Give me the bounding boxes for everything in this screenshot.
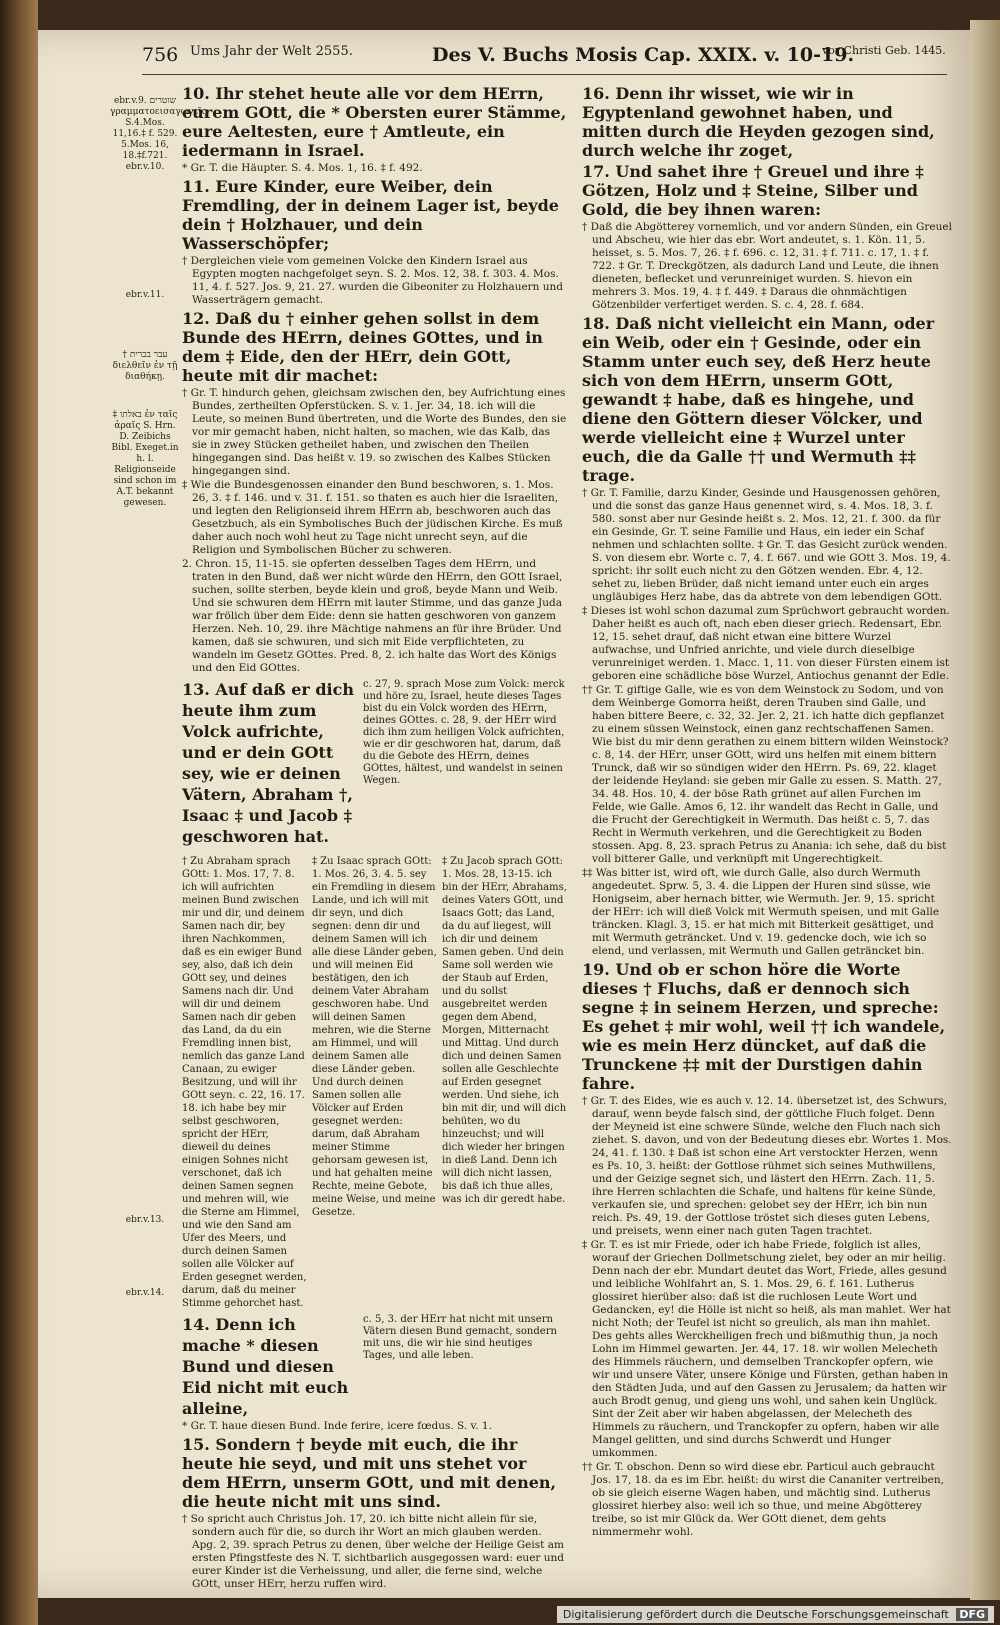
- dfg-logo: DFG: [956, 1608, 988, 1621]
- note: 2. Chron. 15, 11-15. sie opferten desselben Tages dem HErrn, und traten in den Bund, daß wer nicht würde den HErrn, den GOtt Israel, suchen, sollte sterben, beyde klein und groß, beyde Mann und Weib. Und sie schwuren dem HErrn mit lauter Stimme, und das ganze Juda war frölich über dem Eide: denn sie hatten geschworen von ganzem Herzen. Neh. 10, 29. ihre Mächtige nahmens an für ihre Brüder. Und kamen, daß sie schwuren, und sich mit Eide verpflichteten, zu wandeln im Gesetz GOttes. Pred. 8, 2. ich halte das Wort des Königs und den Eid GOttes.: [182, 558, 563, 674]
- verse-11: 11. Eure Kinder, eure Weiber, dein Fremdling, der in deinem Lager ist, beyde dein † Holzhauer, und dein Wasserschöpfer;: [182, 177, 559, 253]
- verse-16: 16. Denn ihr wisset, wie wir in Egyptenland gewohnet haben, und mitten durch die Heyden gezogen sind, durch welche ihr zoget,: [582, 84, 935, 160]
- verse-13: 13. Auf daß er dich heute ihm zum Volck aufrichte, und er dein GOtt sey, wie er deinen Vätern, Abraham †, Isaac ‡ und Jacob ‡ geschworen hat.: [182, 680, 355, 846]
- christ-year: vor Christi Geb. 1445.: [822, 44, 946, 57]
- digitization-credit: [557, 1606, 994, 1623]
- verse-10: 10. Ihr stehet heute alle vor dem HErrn, eurem GOtt, die * Obersten eurer Stämme, eure Aeltesten, eure † Amtleute, ein iedermann in Israel.: [182, 84, 567, 160]
- cross-reference: c. 5, 3. der HErr hat nicht mit unsern Vätern diesen Bund gemacht, sondern mit uns, die wir hie sind heutiges Tages, und alle leben.: [363, 1314, 557, 1361]
- book-edge-left: [0, 0, 38, 1625]
- note: †† Gr. T. giftige Galle, wie es von dem Weinstock zu Sodom, und von dem Weinberge Gomorra heißt, deren Trauben sind Galle, und haben bittere Beere, c. 32, 32. Jer. 2, 21. ich hatte dich gepflanzet zu einem süssen Weinstock, einen ganz rechtschaffenen Samen. Wie bist du mir denn gerathen zu einem bittern wilden Weinstock? c. 8, 14. der HErr, unser GOtt, wird uns helfen mit einem bittern Trunck, daß wir so sündigen wider den HErrn. Ps. 69, 22. klaget der leidende Heyland: sie geben mir Galle zu essen. S. Matth. 27, 34. 48. Hos. 10, 4. der böse Rath grünet auf allen Furchen im Felde, wie Galle. Amos 6, 12. ihr wandelt das Recht in Galle, und die Frucht der Gerechtigkeit in Wermuth. Das heißt c. 5, 7. das Recht in Wermuth verkehren, und die Gerechtigkeit zu Boden stossen. Apg. 8, 23. sprach Petrus zu Anania: ich sehe, daß du bist voll bitterer Galle, und verknüpft mit Ungerechtigkeit.: [582, 684, 949, 865]
- margin-note: ebr.v.14.: [125, 1288, 165, 1298]
- verse-19: 19. Und ob er schon höre die Worte dieses † Fluchs, daß er dennoch sich segne ‡ in seinem Herzen, und spreche: Es gehet ‡ mir wohl, weil †† ich wandele, wie es mein Herz düncket, auf daß die Trunckene ‡‡ mit der Durstigen dahin fahre.: [582, 960, 946, 1093]
- credit-text: Digitalisierung gefördert durch die Deutsche Forschungsgemeinschaft: [562, 1608, 949, 1621]
- margin-note: ebr.v.11.: [125, 290, 165, 300]
- note: † Gr. T. hindurch gehen, gleichsam zwischen den, bey Aufrichtung eines Bundes, zertheilten Opferstücken. S. v. 1. Jer. 34, 18. ich will die Leute, so meinen Bund übertreten, und die Worte des Bundes, den sie vor mir gemacht haben, nicht halten, so machen, wie das Kalb, das sie in zwey Stücken getheilet haben, und zwischen den Theilen hingegangen sind. Das heißt v. 19. so zwischen des Kalbes Stücken hingegangen sind.: [182, 387, 567, 477]
- note: † Gr. T. Familie, darzu Kinder, Gesinde und Hausgenossen gehören, und die sonst das ganze Haus genennet wird, s. 4. Mos. 18, 3. f. 580. sonst aber nur Gesinde heißt s. 2. Mos. 12, 21. f. 300. da für ein Gesinde, Gr. T. seine Familie und Haus, ein ieder ein Schaf nehmen und schlachten sollte. ‡ Gr. T. das Gesicht zurück wenden. S. von diesem ebr. Worte c. 7, 4. f. 667. und wie GOtt 3. Mos. 19, 4. spricht: ihr sollt euch nicht zu den Götzen wenden. Ebr. 4, 12. sehet zu, lieben Brüder, daß nicht iemand unter euch ein arges ungläubiges Herz habe, das da abtrete von dem lebendigen GOtt.: [582, 487, 951, 603]
- page-number: 756: [142, 44, 179, 66]
- book-edge-right: [970, 20, 1000, 1600]
- cross-reference: c. 27, 9. sprach Mose zum Volck: merck und höre zu, Israel, heute dieses Tages bist du ein Volck worden des HErrn, deines GOttes. c. 28, 9. der HErr wird dich ihm zum heiligen Volck aufrichten, wie er dir geschworen hat, darum, daß du die Gebote des HErrn, deines GOttes, hältest, und wandelst in seinen Wegen.: [363, 679, 565, 786]
- verse-17: 17. Und sahet ihre † Greuel und ihre ‡ Götzen, Holz und ‡ Steine, Silber und Gold, die bey ihnen waren:: [582, 162, 924, 219]
- note: † Gr. T. des Eides, wie es auch v. 12. 14. übersetzet ist, des Schwurs, darauf, wenn beyde falsch sind, der göttliche Fluch folget. Denn der Meyneid ist eine schwere Sünde, welche den Fluch nach sich ziehet. S. davon, und von der Bedeutung dieses ebr. Wortes 1. Mos. 24, 41. f. 130. ‡ Daß ist schon eine Art verstockter Herzen, wenn es Ps. 10, 3. heißt: der Gottlose rühmet sich seines Muthwillens, und der Geizige segnet sich, und lästert den HErrn. Zach. 11, 5. ihre Herren schlachten die Schafe, und haltens für keine Sünde, verkaufen sie, und sprechen: gelobet sey der HErr, ich bin nun reich. Ps. 49, 19. der Gottlose tröstet sich dieses guten Lebens, und preisets, wenn einer nach guten Tagen trachtet.: [582, 1095, 952, 1237]
- header-rule: [142, 74, 947, 75]
- note-jacob: ‡ Zu Jacob sprach GOtt: 1. Mos. 28, 13-15. ich bin der HErr, Abrahams, deines Vaters GOtt, und Isaacs Gott; das Land, da du auf liegest, will ich dir und deinem Samen geben. Und dein Same soll werden wie der Staub auf Erden, und du sollst ausgebreitet werden gegen dem Abend, Morgen, Mitternacht und Mittag. Und durch dich und deinen Samen sollen alle Geschlechte auf Erden gesegnet werden. Und siehe, ich bin mit dir, und will dich behüten, wo du hinzeuchst; und will dich wieder her bringen in dieß Land. Denn ich will dich nicht lassen, bis daß ich thue alles, was ich dir geredt habe.: [442, 856, 567, 1205]
- note: † So spricht auch Christus Joh. 17, 20. ich bitte nicht allein für sie, sondern auch für die, so durch ihr Wort an mich glauben werden. Apg. 2, 39. sprach Petrus zu denen, über welche der Heilige Geist am ersten Pfingstfeste des N. T. sichtbarlich ausgegossen ward: euer und eurer Kinder ist die Verheissung, und aller, die ferne sind, welche GOtt, unser HErr, herzu ruffen wird.: [182, 1513, 565, 1590]
- note: ‡ Gr. T. es ist mir Friede, oder ich habe Friede, folglich ist alles, worauf der Griechen Dollmetschung zielet, bey oder an mir heilig. Denn nach der ebr. Mundart deutet das Wort, Friede, alles gesund und leibliche Wohlfahrt an, S. 1. Mos. 29, 6. f. 161. Lutherus glossiret hierüber also: daß ist die ruchlosen Leute Wort und Gedancken, ey! die Hölle ist nicht so heiß, als man mahlet. Wer hat nicht Noth; der Teufel ist nicht so greulich, als man ihn mahlet. Des gehts alles Werckheiligen frech und bißmuthig thun, ja noch Lohn im Himmel gewarten. Jer. 44, 17. 18. wir wollen Melecheth des Himmels räuchern, und demselben Tranckopfer opfern, wie wir und unsere Väter, unsere Könige und Fürsten, gethan haben in den Städten Juda, und auf den Gassen zu Jerusalem; da hatten wir auch Brodt genug, und gieng uns wohl, und sahen kein Unglück. Sint der Zeit aber wir haben abgelassen, der Melecheth des Himmels zu räuchern, und Tranckopfer zu opfern, haben wir alle Mangel gelitten, und sind durchs Schwerdt und Hunger umkommen.: [582, 1239, 951, 1459]
- verse-18: 18. Daß nicht vielleicht ein Mann, oder ein Weib, oder ein † Gesinde, oder ein Stamm unter euch sey, deß Herz heute sich von dem HErrn, unserm GOtt, gewandt ‡ habe, daß es hingehe, und diene den Göttern dieser Völcker, und werde vielleicht eine ‡ Wurzel unter euch, die da Galle †† und Wermuth ‡‡ trage.: [582, 314, 935, 485]
- note: † Dergleichen viele vom gemeinen Volcke den Kindern Israel aus Egypten mogten nachgefolget seyn. S. 2. Mos. 12, 38. f. 303. 4. Mos. 11, 4. f. 527. Jos. 9, 21. 27. wurden die Gibeoniter zu Holzhauern und Wasserträgern gemacht.: [182, 255, 564, 306]
- note-abraham: † Zu Abraham sprach GOtt: 1. Mos. 17, 7. 8. ich will aufrichten meinen Bund zwischen mir und dir, und deinem Samen nach dir, bey ihren Nachkommen, daß es ein ewiger Bund sey, also, daß ich dein GOtt sey, und deines Samens nach dir. Und will dir und deinem Samen nach dir geben das Land, da du ein Fremdling innen bist, nemlich das ganze Land Canaan, zu ewiger Besitzung, und will ihr GOtt seyn. c. 22, 16. 17. 18. ich habe bey mir selbst geschworen, spricht der HErr, dieweil du deines einigen Sohnes nicht verschonet, daß ich deinen Samen segnen und mehren will, wie die Sterne am Himmel, und wie den Sand am Ufer des Meers, und durch deinen Samen sollen alle Völcker auf Erden gesegnet werden, darum, daß du meiner Stimme gehorchet hast.: [182, 856, 307, 1309]
- verse-14: 14. Denn ich mache * diesen Bund und diesen Eid nicht mit euch alleine,: [182, 1315, 349, 1418]
- note: †† Gr. T. obschon. Denn so wird diese ebr. Particul auch gebraucht Jos. 17, 18. da es im Ebr. heißt: du wirst die Cananiter vertreiben, ob sie gleich eiserne Wagen haben, und mächtig sind. Lutherus glossiret hierbey also: weil ich so thue, und meine Abgötterey treibe, so ist mir Glück da. Wer GOtt dienet, dem gehts nimmermehr wohl.: [582, 1461, 944, 1538]
- margin-note: ‡ באלתו ἐν ταῖς ἀραῖς S. Hrn. D. Zeibichs Bibl. Exeget.in h. l. Religionseide sind schon im A.T. bekannt gewesen.: [111, 410, 179, 508]
- promise-notes: [182, 855, 567, 1310]
- verse-12: 12. Daß du † einher gehen sollst in dem Bunde des HErrn, deines GOttes, und in dem ‡ Eide, den der HErr, dein GOtt, heute mit dir machet:: [182, 309, 543, 385]
- right-column: [582, 82, 952, 1540]
- running-year: Ums Jahr der Welt 2555.: [190, 44, 353, 59]
- note: ‡‡ Was bitter ist, wird oft, wie durch Galle, also durch Wermuth angedeutet. Sprw. 5, 3. 4. die Lippen der Huren sind süsse, wie Honigseim, aber hernach bitter, wie Wermuth. Jer. 9, 15. spricht der HErr: ich will dieß Volck mit Wermuth speisen, und mit Galle träncken. Klagl. 3, 15. er hat mich mit Bitterkeit gesättiget, und mit Wermuth geträncket. Und v. 19. gedencke doch, wie ich so elend, und verlassen, mit Wermuth und Gallen geträncket bin.: [582, 867, 940, 957]
- margin-note: † עבר בברית διελθεῖν ἐν τῇ διαθήκῃ.: [112, 350, 178, 382]
- note: ‡ Dieses ist wohl schon dazumal zum Sprüchwort gebraucht worden. Daher heißt es auch oft, nach eben dieser griech. Redensart, Ebr. 12, 15. sehet drauf, daß nicht etwan eine bittere Wurzel aufwachse, und Unfried anrichte, und viele durch dieselbige verunreiniget werden. 1. Macc. 1, 11. von dieser Fürsten einem ist geboren eine schädliche böse Wurzel, Antiochus genannt der Edle.: [582, 605, 950, 682]
- note: ‡ Wie die Bundesgenossen einander den Bund beschworen, s. 1. Mos. 26, 3. ‡ f. 146. und v. 31. f. 151. so thaten es auch hier die Israeliten, und legten den Religionseid ihrem HErrn ab, beschworen auch das Gesetzbuch, als ein Symbolisches Buch der jüdischen Kirche. Es muß daher auch noch wohl heut zu Tage nicht unrecht seyn, auf die Religion und Symbolischen Bücher zu schweren.: [182, 479, 563, 556]
- margin-note: ebr.v.9. שוטרים γραμματοεισαγωγεῖς S.4.Mos. 11,16.‡ f. 529. 5.Mos. 16, 18.‡f.721. ebr.v.10.: [110, 96, 207, 172]
- margin-note: ebr.v.13.: [125, 1215, 165, 1225]
- verse-13-block: [182, 679, 567, 847]
- verse-15: 15. Sondern † beyde mit euch, die ihr heute hie seyd, und mit uns stehet vor dem HErrn, unserm GOtt, und mit denen, die heute nicht mit uns sind.: [182, 1435, 557, 1511]
- verse-14-block: [182, 1314, 567, 1419]
- note-isaac: ‡ Zu Isaac sprach GOtt: 1. Mos. 26, 3. 4. 5. sey ein Fremdling in diesem Lande, und ich will mit dir seyn, und dich segnen: denn dir und deinem Samen will ich alle diese Länder geben, und will meinen Eid bestätigen, den ich deinem Vater Abraham geschworen habe. Und will deinen Samen mehren, wie die Sterne am Himmel, und will deinem Samen alle diese Länder geben. Und durch deinen Samen sollen alle Völcker auf Erden gesegnet werden: darum, daß Abraham meiner Stimme gehorsam gewesen ist, und hat gehalten meine Rechte, meine Gebote, meine Weise, und meine Gesetze.: [312, 856, 437, 1218]
- page-header: [142, 44, 972, 74]
- left-column: [182, 82, 567, 1592]
- note: * Gr. T. die Häupter. S. 4. Mos. 1, 16. ‡ f. 492.: [182, 162, 423, 174]
- note: † Daß die Abgötterey vornemlich, und vor andern Sünden, ein Greuel und Abscheu, wie hier das ebr. Wort andeutet, s. 1. Kön. 11, 5. heisset, s. 5. Mos. 7, 26. ‡ f. 696. c. 12, 31. ‡ f. 711. c. 17, 1. ‡ f. 722. ‡ Gr. T. Dreckgötzen, als dadurch Land und Leute, die ihnen dieneten, beflecket und verunreiniget wurden. S. hievon ein mehrers 3. Mos. 19, 4. ‡ f. 449. ‡ Daraus die ohnmächtigen Götzenbilder verfertiget werden. S. c. 4, 28. f. 684.: [582, 221, 952, 311]
- note: * Gr. T. haue diesen Bund. Inde ferire, icere fœdus. S. v. 1.: [182, 1420, 492, 1432]
- running-title: Des V. Buchs Mosis Cap. XXIX. v. 10-19.: [432, 44, 855, 66]
